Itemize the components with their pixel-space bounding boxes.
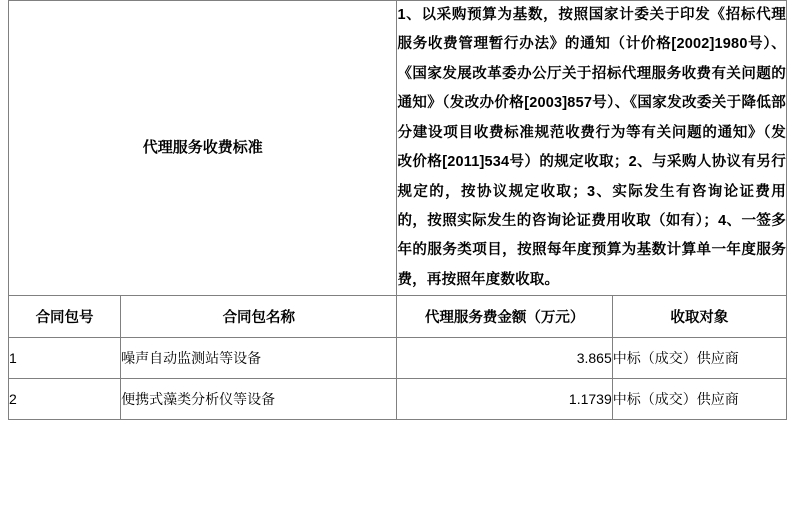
column-header-fee-amount: 代理服务费金额（万元）	[397, 296, 612, 338]
table-row	[9, 379, 787, 420]
column-header-package-no: 合同包号	[9, 296, 121, 338]
cell-fee-amount: 1.1739	[397, 379, 612, 420]
table-row	[9, 338, 787, 379]
agency-fee-table	[8, 0, 787, 420]
cell-charge-target: 中标（成交）供应商	[612, 338, 786, 379]
table-header-row	[9, 296, 787, 338]
fee-standard-row	[9, 1, 787, 296]
cell-fee-amount: 3.865	[397, 338, 612, 379]
cell-package-name: 噪声自动监测站等设备	[121, 338, 397, 379]
column-header-package-name: 合同包名称	[121, 296, 397, 338]
fee-standard-text: 1、以采购预算为基数，按照国家计委关于印发《招标代理服务收费管理暂行办法》的通知（计价格[2002]1980号）、《国家发展改革委办公厅关于招标代理服务收费有关问题的通知》（发改办价格[2003]857号）、《国家发改委关于降低部分建设项目收费标准规范收费行为等有关问题的通知》（发改价格[2011]534号）的规定收取；2、与采购人协议有另行规定的，按协议规定收取；3、实际发生有咨询论证费用的，按照实际发生的咨询论证费用收取（如有）；4、一签多年的服务类项目，按照每年度预算为基数计算单一年度服务费，再按照年度数收取。	[397, 1, 787, 296]
cell-charge-target: 中标（成交）供应商	[612, 379, 786, 420]
column-header-charge-target: 收取对象	[612, 296, 786, 338]
fee-standard-label: 代理服务收费标准	[9, 1, 397, 296]
cell-package-no: 1	[9, 338, 121, 379]
cell-package-no: 2	[9, 379, 121, 420]
cell-package-name: 便携式藻类分析仪等设备	[121, 379, 397, 420]
